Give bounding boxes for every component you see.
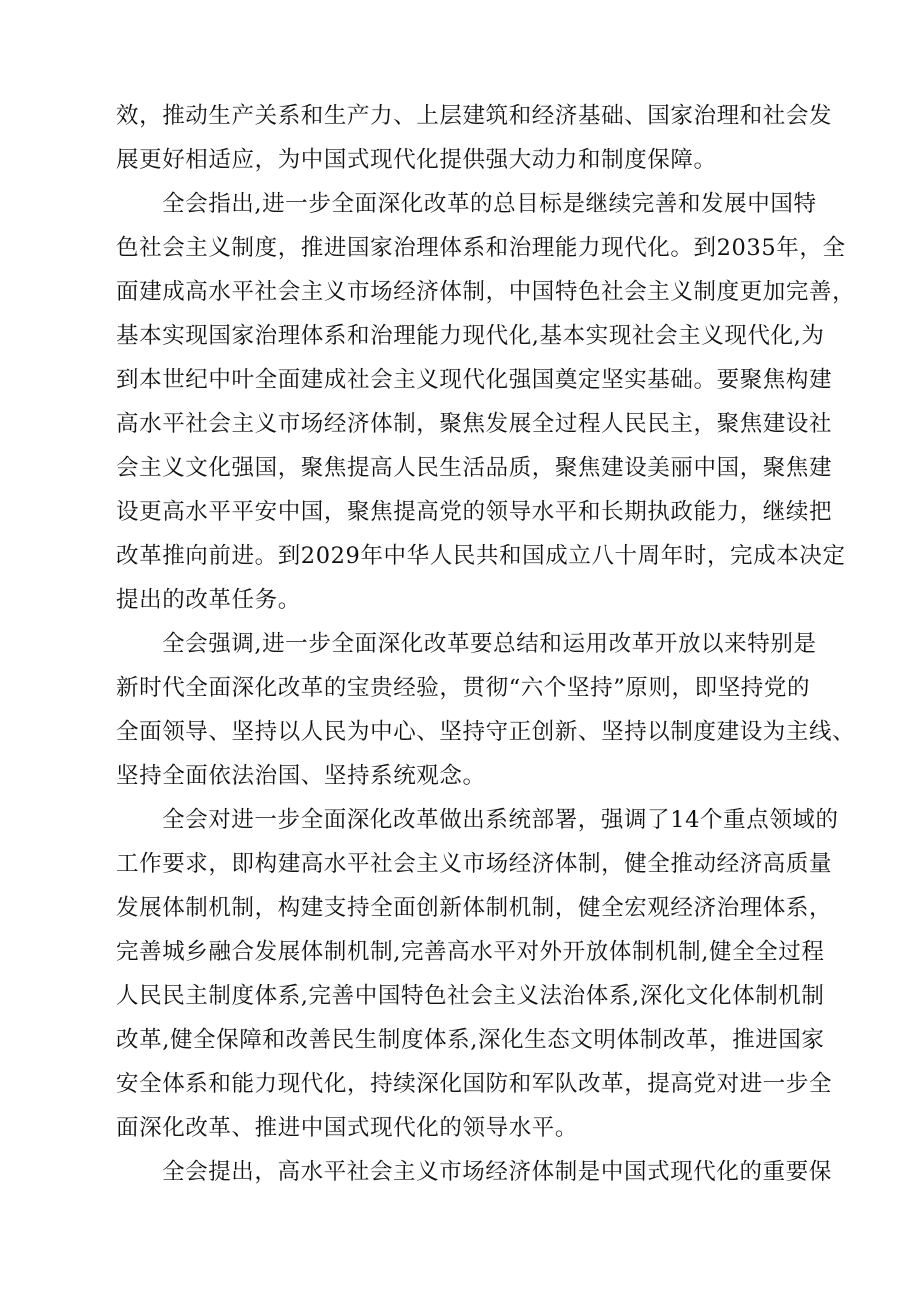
text-line: 安全体系和能力现代化，持续深化国防和军队改革，提高党对进一步全 — [116, 1071, 833, 1097]
text-line: 改革,健全保障和改善民生制度体系,深化生态文明体制改革，推进国家 — [116, 1027, 825, 1053]
text-line: 人民民主制度体系,完善中国特色社会主义法治体系,深化文化体制机制 — [116, 983, 825, 1009]
text-line: 效，推动生产关系和生产力、上层建筑和经济基础、国家治理和社会发 — [116, 103, 833, 129]
paragraph-start-line: 全会强调,进一步全面深化改革要总结和运用改革开放以来特别是 — [162, 631, 817, 657]
text-line: 改革推向前进。到2029年中华人民共和国成立八十周年时，完成本决定 — [116, 543, 846, 569]
text-line: 高水平社会主义市场经济体制，聚焦发展全过程人民民主，聚焦建设社 — [116, 411, 833, 437]
paragraph-start-line: 全会指出,进一步全面深化改革的总目标是继续完善和发展中国特 — [162, 191, 817, 217]
text-line: 到本世纪中叶全面建成社会主义现代化强国奠定坚实基础。要聚焦构建 — [116, 367, 833, 393]
text-line: 发展体制机制，构建支持全面创新体制机制，健全宏观经济治理体系， — [116, 895, 833, 921]
text-line: 基本实现国家治理体系和治理能力现代化,基本实现社会主义现代化,为 — [116, 323, 825, 349]
text-line: 新时代全面深化改革的宝贵经验，贯彻“六个坚持”原则，即坚持党的 — [116, 675, 811, 701]
text-line: 提出的改革任务。 — [116, 587, 301, 613]
document-body — [116, 94, 856, 1194]
text-line: 完善城乡融合发展体制机制,完善高水平对外开放体制机制,健全全过程 — [116, 939, 825, 965]
paragraph-start-line: 全会对进一步全面深化改革做出系统部署，强调了14个重点领域的 — [162, 807, 839, 833]
text-line: 坚持全面依法治国、坚持系统观念。 — [116, 763, 486, 789]
text-line: 设更高水平平安中国，聚焦提高党的领导水平和长期执政能力，继续把 — [116, 499, 833, 525]
text-line: 会主义文化强国，聚焦提高人民生活品质，聚焦建设美丽中国，聚焦建 — [116, 455, 833, 481]
paragraph-start-line: 全会提出，高水平社会主义市场经济体制是中国式现代化的重要保 — [162, 1159, 832, 1185]
text-line: 面建成高水平社会主义市场经济体制，中国特色社会主义制度更加完善， — [116, 279, 856, 305]
text-line: 面深化改革、推进中国式现代化的领导水平。 — [116, 1115, 579, 1141]
text-line: 色社会主义制度，推进国家治理体系和治理能力现代化。到2035年，全 — [116, 235, 846, 261]
text-line: 展更好相适应，为中国式现代化提供强大动力和制度保障。 — [116, 147, 717, 173]
text-line: 工作要求，即构建高水平社会主义市场经济体制，健全推动经济高质量 — [116, 851, 833, 877]
text-line: 全面领导、坚持以人民为中心、坚持守正创新、坚持以制度建设为主线、 — [116, 719, 856, 745]
